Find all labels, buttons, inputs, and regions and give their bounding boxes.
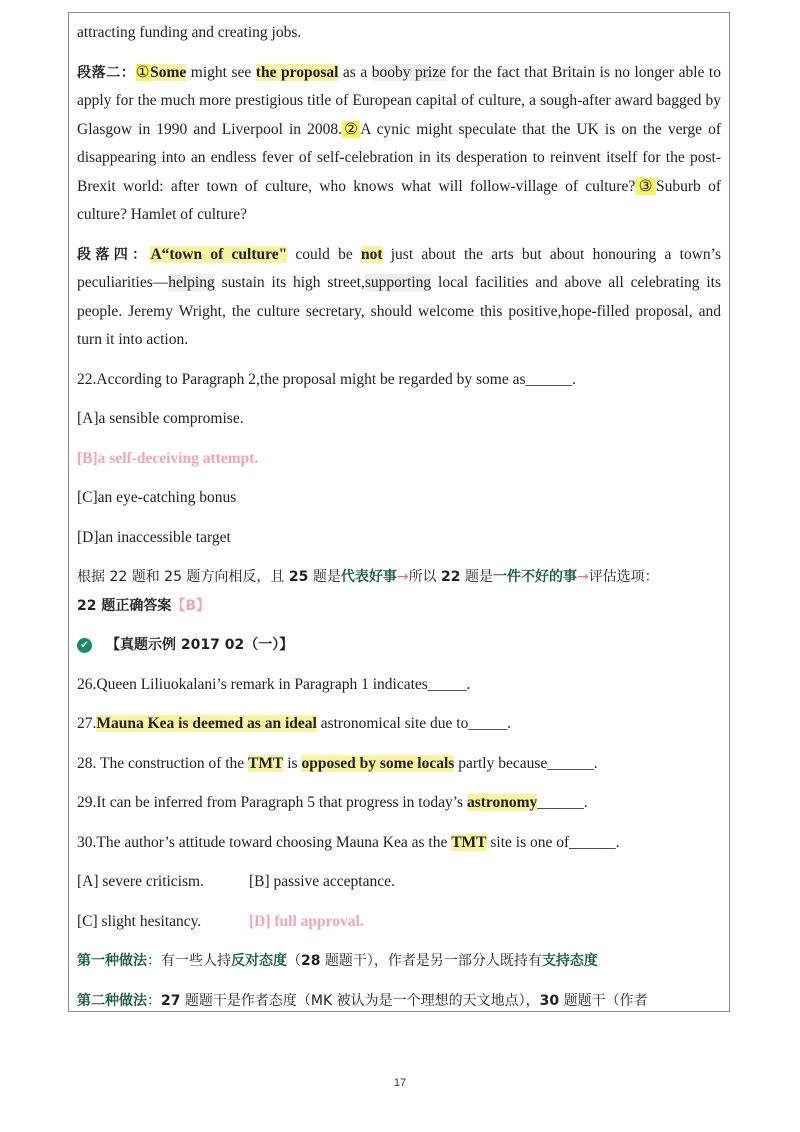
paragraph-2: 段落二：①Some might see the proposal as a booby prize for the fact that Britain is no longer able to apply for the much more prestigious title of European capital of culture, a sough-after award bagged by Glasgow in 1990 and Liverpool in 2008.②A cynic might speculate that the UK is on the verge of disappearing into an endless fever of self-celebration in its desperation to reinvent itself for the post-Brexit world: after town of culture, who knows what will follow-village of culture?③Suburb of culture? Hamlet of culture? xyxy=(77,63,721,223)
question-26: 26.Queen Liliuokalani’s remark in Paragraph 1 indicates_____. xyxy=(77,675,471,693)
marker-1: ① xyxy=(135,63,151,81)
arrow-icon: → xyxy=(576,569,589,585)
analysis-22: 根据 22 题和 25 题方向相反，且 25 题是代表好事→所以 22 题是一件不好的事→评估选项： 22 题正确答案【B】 xyxy=(77,569,659,614)
question-22-stem: 22.According to Paragraph 2,the proposal might be regarded by some as______. xyxy=(77,370,576,388)
method-2: 第二种做法：27 题题干是作者态度（MK 被认为是一个理想的天文地点），30 题题干（作者 xyxy=(77,992,648,1009)
marker-3: ③ xyxy=(635,177,656,195)
q22-option-c: [C]an eye-catching bonus xyxy=(77,489,237,506)
question-28: 28. The construction of the TMT is opposed by some locals partly because______. xyxy=(77,754,598,772)
paragraph-label: 段落二： xyxy=(77,64,136,81)
content-frame xyxy=(68,12,730,1012)
q22-option-a: [A]a sensible compromise. xyxy=(77,410,244,427)
paragraph-label: 段落四： xyxy=(77,246,151,263)
q30-option-c: [C] slight hesitancy. xyxy=(77,912,202,930)
page-number: 17 xyxy=(393,1077,407,1089)
arrow-icon: → xyxy=(396,569,409,585)
method-1: 第一种做法：有一些人持反对态度（28 题题干），作者是另一部分人既持有支持态度 xyxy=(77,953,598,969)
q30-option-d: [D] full approval. xyxy=(249,912,364,930)
marker-2: ② xyxy=(341,120,361,138)
answer-b: 【B】 xyxy=(171,597,211,614)
paragraph-tail: attracting funding and creating jobs. xyxy=(77,24,302,41)
q22-option-b: [B]a self-deceiving attempt. xyxy=(77,449,259,467)
paragraph-4: 段落四：A“town of culture" could be not just about the arts but about honouring a town’s peculiarities—helping sustain its high street,supporting local facilities and above all celebrating its people. Jeremy Wright, the culture secretary, should welcome this positive,hope-filled proposal, and turn it into action. xyxy=(77,245,721,348)
q30-options-row-2 xyxy=(77,908,721,937)
q30-options-row-1 xyxy=(77,868,721,897)
q22-option-d: [D]an inaccessible target xyxy=(77,528,231,546)
q30-option-a: [A] severe criticism. xyxy=(77,873,204,890)
example-heading: ✔ 【真题示例 2017 02（一）】 xyxy=(77,631,721,660)
q30-option-b: [B] passive acceptance. xyxy=(249,873,395,890)
question-30: 30.The author’s attitude toward choosing Mauna Kea as the TMT site is one of______. xyxy=(77,833,620,851)
question-27: 27.Mauna Kea is deemed as an ideal astronomical site due to_____. xyxy=(77,715,511,732)
question-29: 29.It can be inferred from Paragraph 5 that progress in today’s astronomy______. xyxy=(77,794,588,811)
check-circle-icon: ✔ xyxy=(77,638,92,653)
